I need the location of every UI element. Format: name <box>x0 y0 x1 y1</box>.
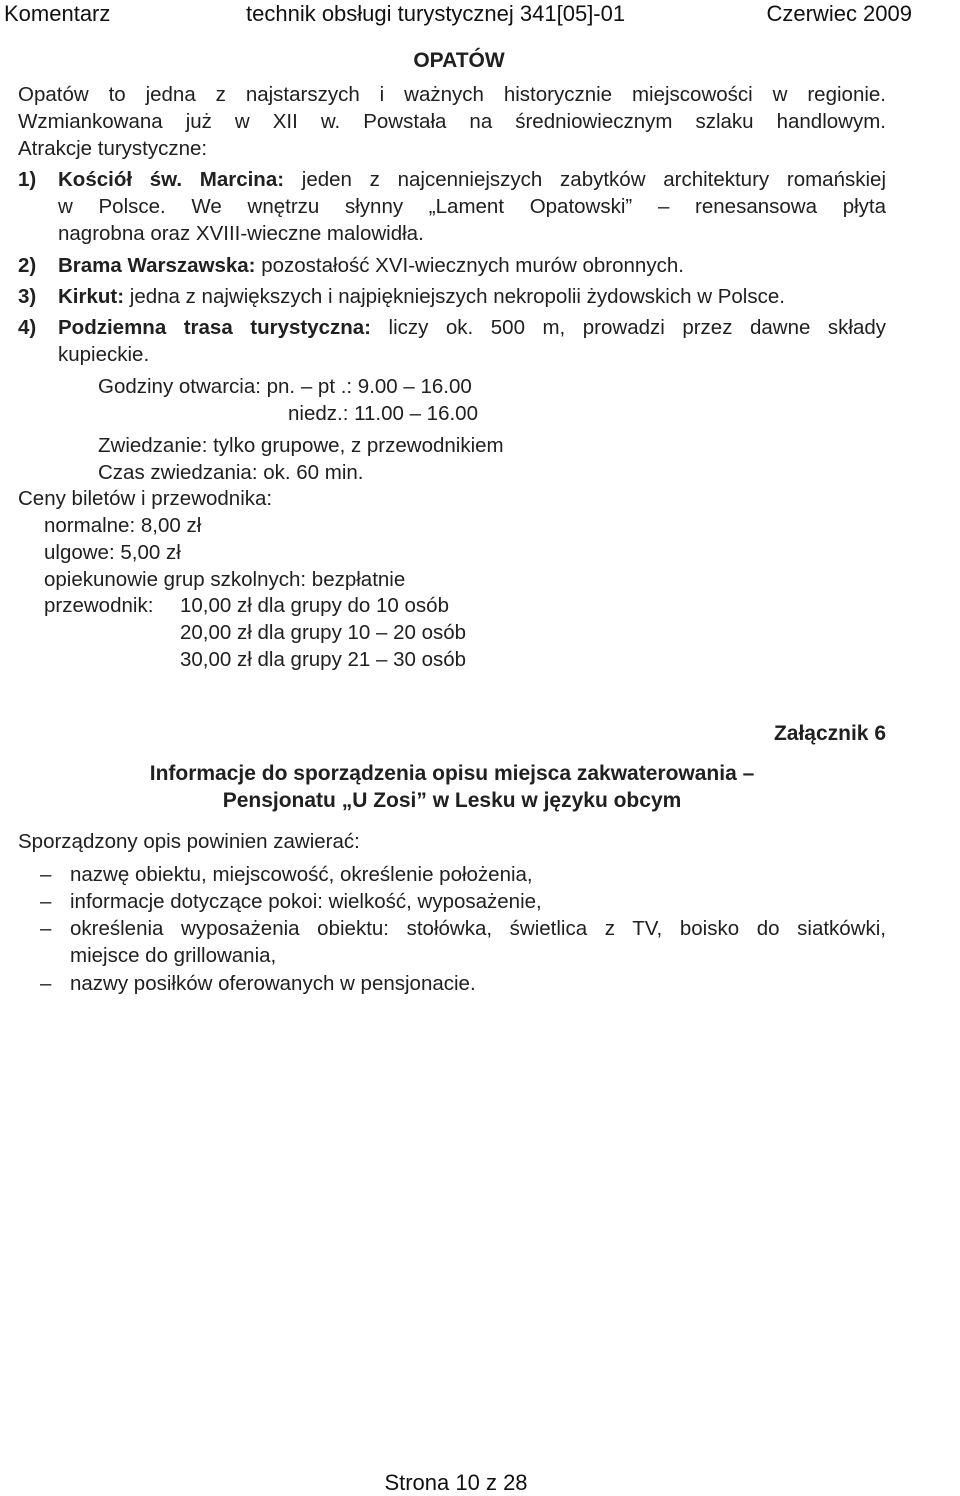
opening-hours-sunday: niedz.: 11.00 – 16.00 <box>288 402 478 425</box>
attraction-line: kupieckie. <box>58 343 150 366</box>
attraction-name: Brama Warszawska: <box>58 254 256 277</box>
dash-bullet: – <box>40 972 52 995</box>
annex-title-line-2: Pensjonatu „U Zosi” w Lesku w języku obcym <box>222 789 682 812</box>
header-center: technik obsługi turystycznej 341[05]-01 <box>246 1 626 26</box>
dash-bullet: – <box>40 863 52 886</box>
dash-bullet: – <box>40 917 52 940</box>
attraction-line: Brama Warszawska: pozostałość XVI-wiecznych murów obronnych. <box>58 254 684 277</box>
annex-title-line-1: Informacje do sporządzenia opisu miejsca zakwaterowania – <box>149 762 755 785</box>
price-guardians: opiekunowie grup szkolnych: bezpłatnie <box>44 568 406 591</box>
intro-line-1: Opatów to jedna z najstarszych i ważnych historycznie miejscowości w regionie. <box>18 83 886 106</box>
attraction-line: Kirkut: jedna z największych i najpiękniejszych nekropolii żydowskich w Polsce. <box>58 285 785 308</box>
attraction-name: Kościół św. Marcina: <box>58 168 285 191</box>
list-item: nazwy posiłków oferowanych w pensjonacie. <box>70 972 476 995</box>
price-reduced: ulgowe: 5,00 zł <box>44 541 181 564</box>
header-right: Czerwiec 2009 <box>766 1 912 26</box>
page-number: Strona 10 z 28 <box>384 1470 528 1495</box>
annex-label: Załącznik 6 <box>773 722 886 745</box>
attraction-number: 1) <box>18 168 37 191</box>
guide-price: 20,00 zł dla grupy 10 – 20 osób <box>180 621 467 644</box>
guide-label: przewodnik: <box>44 594 154 617</box>
header-left: Komentarz <box>4 1 111 26</box>
price-normal: normalne: 8,00 zł <box>44 514 202 537</box>
list-item: nazwę obiektu, miejscowość, określenie położenia, <box>70 863 533 886</box>
dash-bullet: – <box>40 890 52 913</box>
attraction-number: 4) <box>18 316 37 339</box>
attraction-number: 2) <box>18 254 37 277</box>
intro-line-2: Wzmiankowana już w XII w. Powstała na średniowiecznym szlaku handlowym. <box>18 110 886 133</box>
attraction-name: Kirkut: <box>58 285 125 308</box>
attraction-line: nagrobna oraz XVIII-wieczne malowidła. <box>58 222 424 245</box>
opening-hours-weekdays: Godziny otwarcia: pn. – pt .: 9.00 – 16.00 <box>98 375 472 398</box>
section-title: OPATÓW <box>413 49 505 72</box>
guide-price: 30,00 zł dla grupy 21 – 30 osób <box>180 648 467 671</box>
visiting-info: Zwiedzanie: tylko grupowe, z przewodnikiem <box>98 434 504 457</box>
attraction-line: Kościół św. Marcina: jeden z najcenniejszych zabytków architektury romańskiej <box>58 168 886 191</box>
prices-heading: Ceny biletów i przewodnika: <box>18 487 273 510</box>
list-item-continuation: miejsce do grillowania, <box>70 944 277 967</box>
annex-intro: Sporządzony opis powinien zawierać: <box>18 830 360 853</box>
attraction-name: Podziemna trasa turystyczna: <box>58 316 372 339</box>
visiting-time: Czas zwiedzania: ok. 60 min. <box>98 461 364 484</box>
list-item: informacje dotyczące pokoi: wielkość, wyposażenie, <box>70 890 542 913</box>
attraction-line: w Polsce. We wnętrzu słynny „Lament Opatowski” – renesansowa płyta <box>58 195 886 218</box>
attraction-number: 3) <box>18 285 37 308</box>
intro-line-3: Atrakcje turystyczne: <box>18 137 208 160</box>
guide-price: 10,00 zł dla grupy do 10 osób <box>180 594 449 617</box>
list-item: określenia wyposażenia obiektu: stołówka, świetlica z TV, boisko do siatkówki, <box>70 917 886 940</box>
attraction-line: Podziemna trasa turystyczna: liczy ok. 500 m, prowadzi przez dawne składy <box>58 316 886 339</box>
